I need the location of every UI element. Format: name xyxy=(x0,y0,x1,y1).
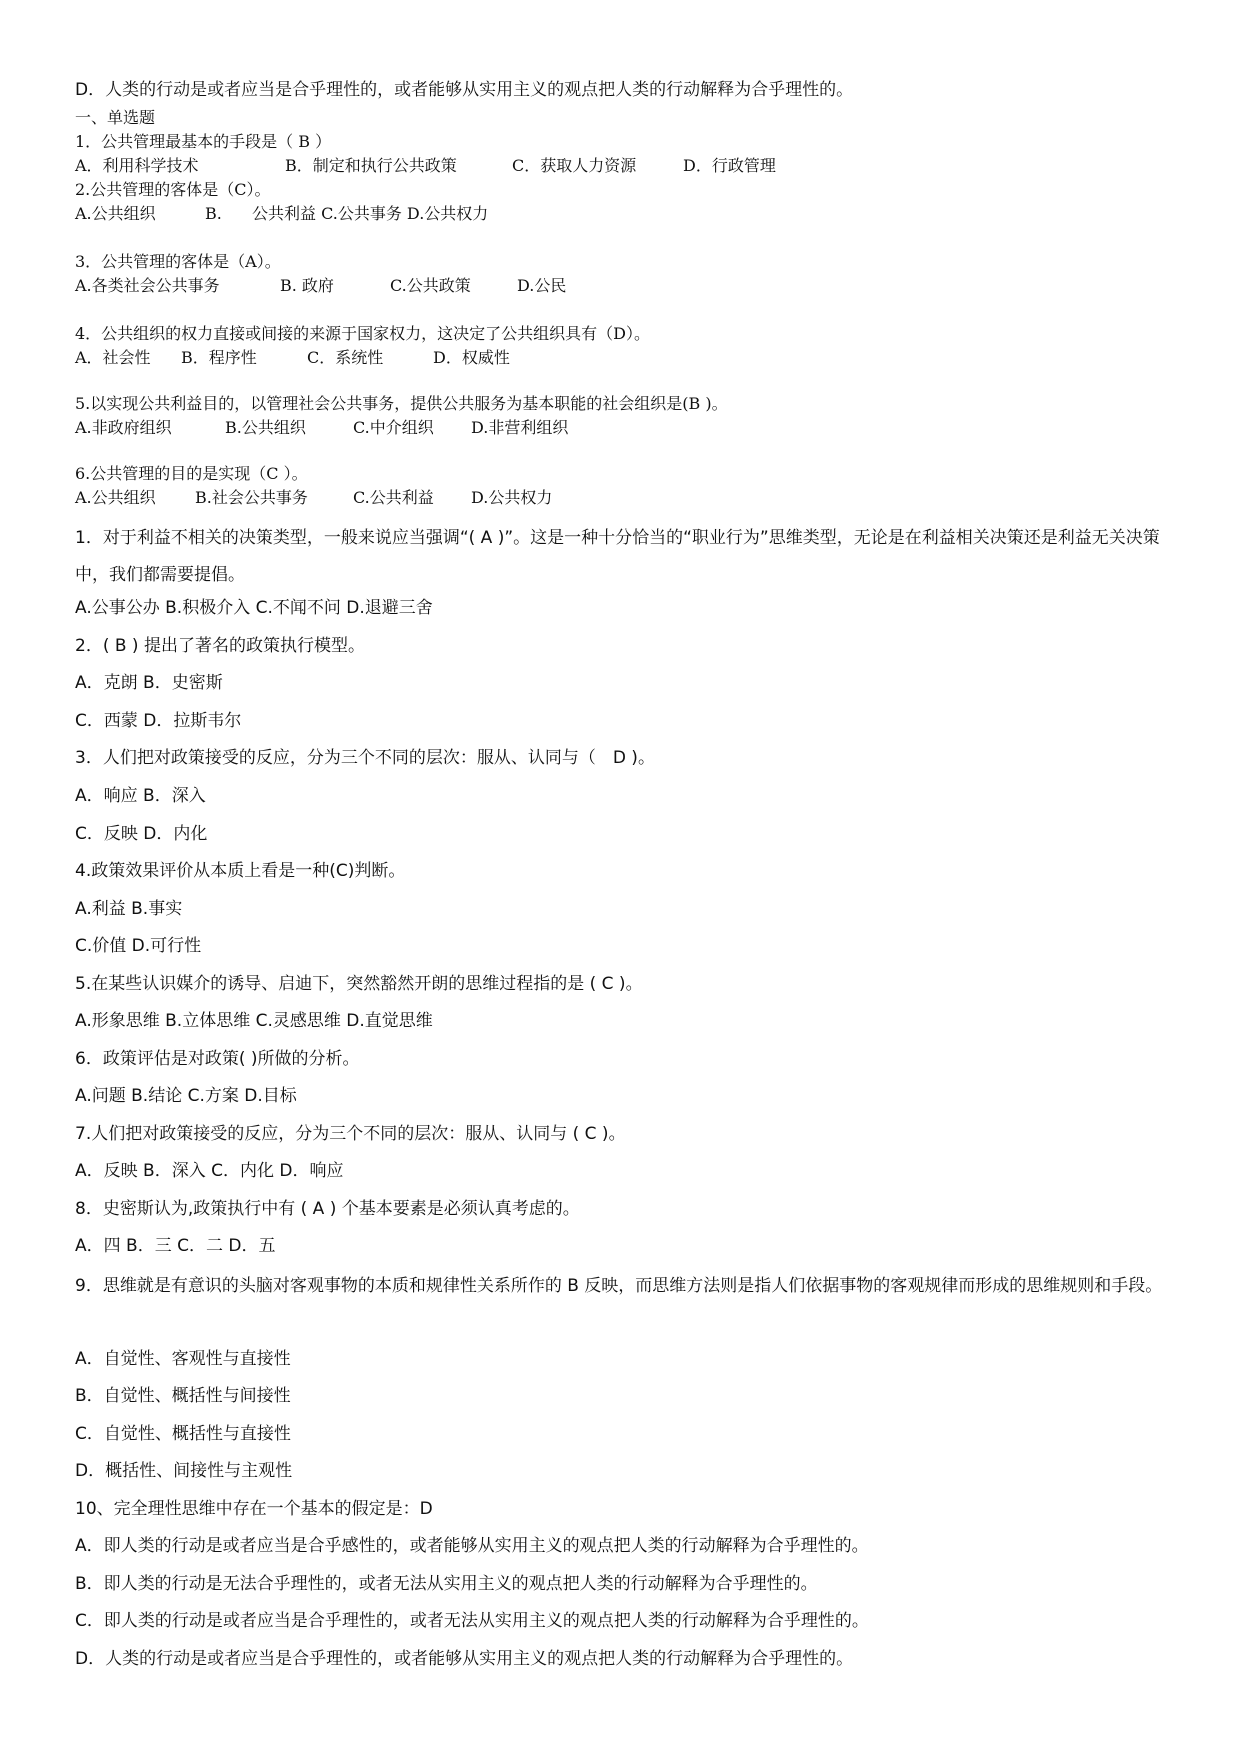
q6-stem: 6.公共管理的目的是实现（C ）。 xyxy=(75,464,308,483)
p2-line-0: 1．对于利益不相关的决策类型，一般来说应当强调“( A )”。这是一种十分恰当的“职业行为”思维类型，无论是在利益相关决策还是利益无关决策中，我们都需要提倡。 xyxy=(75,528,1160,585)
q2-option-rest: 公共利益 C.公共事务 D.公共权力 xyxy=(252,204,489,223)
section-title: 一、单选题 xyxy=(75,108,156,127)
q1-stem: 1．公共管理最基本的手段是（ B ） xyxy=(75,132,332,151)
q4-option-a: A．社会性 xyxy=(75,348,151,367)
q4-option-d: D．权威性 xyxy=(433,348,510,367)
p2-line-5: 3．人们把对政策接受的反应，分为三个不同的层次：服从、认同与（ D )。 xyxy=(75,748,655,768)
p2-line-23: D．概括性、间接性与主观性 xyxy=(75,1461,293,1481)
p2-line-22: C．自觉性、概括性与直接性 xyxy=(75,1424,291,1444)
q3-option-a: A.各类社会公共事务 xyxy=(75,276,220,295)
q1-option-a: A．利用科学技术 xyxy=(75,156,199,175)
q4-option-b: B．程序性 xyxy=(181,348,257,367)
q2-option-a: A.公共组织 xyxy=(75,204,156,223)
p2-line-8: 4.政策效果评价从本质上看是一种(C)判断。 xyxy=(75,861,406,881)
p2-line-10: C.价值 D.可行性 xyxy=(75,936,202,956)
q6-option-d: D.公共权力 xyxy=(471,488,553,507)
top-line: D．人类的行动是或者应当是合乎理性的，或者能够从实用主义的观点把人类的行动解释为合乎理性的。 xyxy=(75,80,854,100)
q3-options xyxy=(75,278,1175,298)
q2-options xyxy=(75,206,1175,226)
p2-line-9: A.利益 B.事实 xyxy=(75,899,183,919)
q5-stem: 5.以实现公共利益目的，以管理社会公共事务，提供公共服务为基本职能的社会组织是(B )。 xyxy=(75,394,728,413)
q1-options xyxy=(75,158,1175,178)
p2-line-17: 8．史密斯认为,政策执行中有 ( A ) 个基本要素是必须认真考虑的。 xyxy=(75,1199,580,1219)
p2-line-14: A.问题 B.结论 C.方案 D.目标 xyxy=(75,1086,297,1106)
q5-option-a: A.非政府组织 xyxy=(75,418,172,437)
p2-line-20: A．自觉性、客观性与直接性 xyxy=(75,1349,291,1369)
q6-options xyxy=(75,490,1175,510)
q3-option-b: B. 政府 xyxy=(280,276,334,295)
q2-option-b: B. xyxy=(205,204,222,223)
p2-line-6: A．响应 B．深入 xyxy=(75,786,206,806)
q6-option-b: B.社会公共事务 xyxy=(195,488,308,507)
p2-line-12: A.形象思维 B.立体思维 C.灵感思维 D.直觉思维 xyxy=(75,1011,433,1031)
q6-option-a: A.公共组织 xyxy=(75,488,156,507)
p2-line-4: C．西蒙 D．拉斯韦尔 xyxy=(75,711,242,731)
q1-option-b: B．制定和执行公共政策 xyxy=(285,156,457,175)
q1-option-d: D．行政管理 xyxy=(683,156,776,175)
q3-stem: 3．公共管理的客体是（A）。 xyxy=(75,252,281,271)
p2-line-7: C．反映 D．内化 xyxy=(75,824,208,844)
q4-stem: 4．公共组织的权力直接或间接的来源于国家权力，这决定了公共组织具有（D）。 xyxy=(75,324,651,343)
q4-option-c: C．系统性 xyxy=(307,348,384,367)
q5-options xyxy=(75,420,1175,440)
q6-option-c: C.公共利益 xyxy=(353,488,434,507)
q5-option-b: B.公共组织 xyxy=(225,418,306,437)
q3-option-d: D.公民 xyxy=(517,276,567,295)
q1-option-c: C．获取人力资源 xyxy=(512,156,637,175)
p2-line-21: B．自觉性、概括性与间接性 xyxy=(75,1386,291,1406)
p2-line-13: 6．政策评估是对政策( )所做的分析。 xyxy=(75,1049,360,1069)
p2-line-3: A．克朗 B．史密斯 xyxy=(75,673,223,693)
q3-option-c: C.公共政策 xyxy=(390,276,471,295)
p2-line-1: A.公事公办 B.积极介入 C.不闻不问 D.退避三舍 xyxy=(75,598,433,618)
p2-line-28: D．人类的行动是或者应当是合乎理性的，或者能够从实用主义的观点把人类的行动解释为合乎理性的。 xyxy=(75,1649,854,1669)
q2-stem: 2.公共管理的客体是（C）。 xyxy=(75,180,271,199)
p2-line-2: 2．( B ) 提出了著名的政策执行模型。 xyxy=(75,636,365,656)
p2-line-11: 5.在某些认识媒介的诱导、启迪下，突然豁然开朗的思维过程指的是 ( C )。 xyxy=(75,974,643,994)
p2-line-24: 10、完全理性思维中存在一个基本的假定是：D xyxy=(75,1499,433,1519)
q5-option-d: D.非营利组织 xyxy=(471,418,569,437)
p2-line-19: 9．思维就是有意识的头脑对客观事物的本质和规律性关系所作的 B 反映，而思维方法则是指人们依据事物的客观规律而形成的思维规则和手段。 xyxy=(75,1276,1163,1296)
p2-line-16: A．反映 B．深入 C．内化 D．响应 xyxy=(75,1161,344,1181)
p2-line-26: B．即人类的行动是无法合乎理性的，或者无法从实用主义的观点把人类的行动解释为合乎理性的。 xyxy=(75,1574,818,1594)
p2-line-25: A．即人类的行动是或者应当是合乎感性的，或者能够从实用主义的观点把人类的行动解释为合乎理性的。 xyxy=(75,1536,869,1556)
p2-line-15: 7.人们把对政策接受的反应，分为三个不同的层次：服从、认同与 ( C )。 xyxy=(75,1124,626,1144)
p2-line-18: A．四 B．三 C．二 D．五 xyxy=(75,1236,276,1256)
q5-option-c: C.中介组织 xyxy=(353,418,434,437)
q4-options xyxy=(75,350,1175,370)
p2-line-27: C．即人类的行动是或者应当是合乎理性的，或者无法从实用主义的观点把人类的行动解释为合乎理性的。 xyxy=(75,1611,869,1631)
